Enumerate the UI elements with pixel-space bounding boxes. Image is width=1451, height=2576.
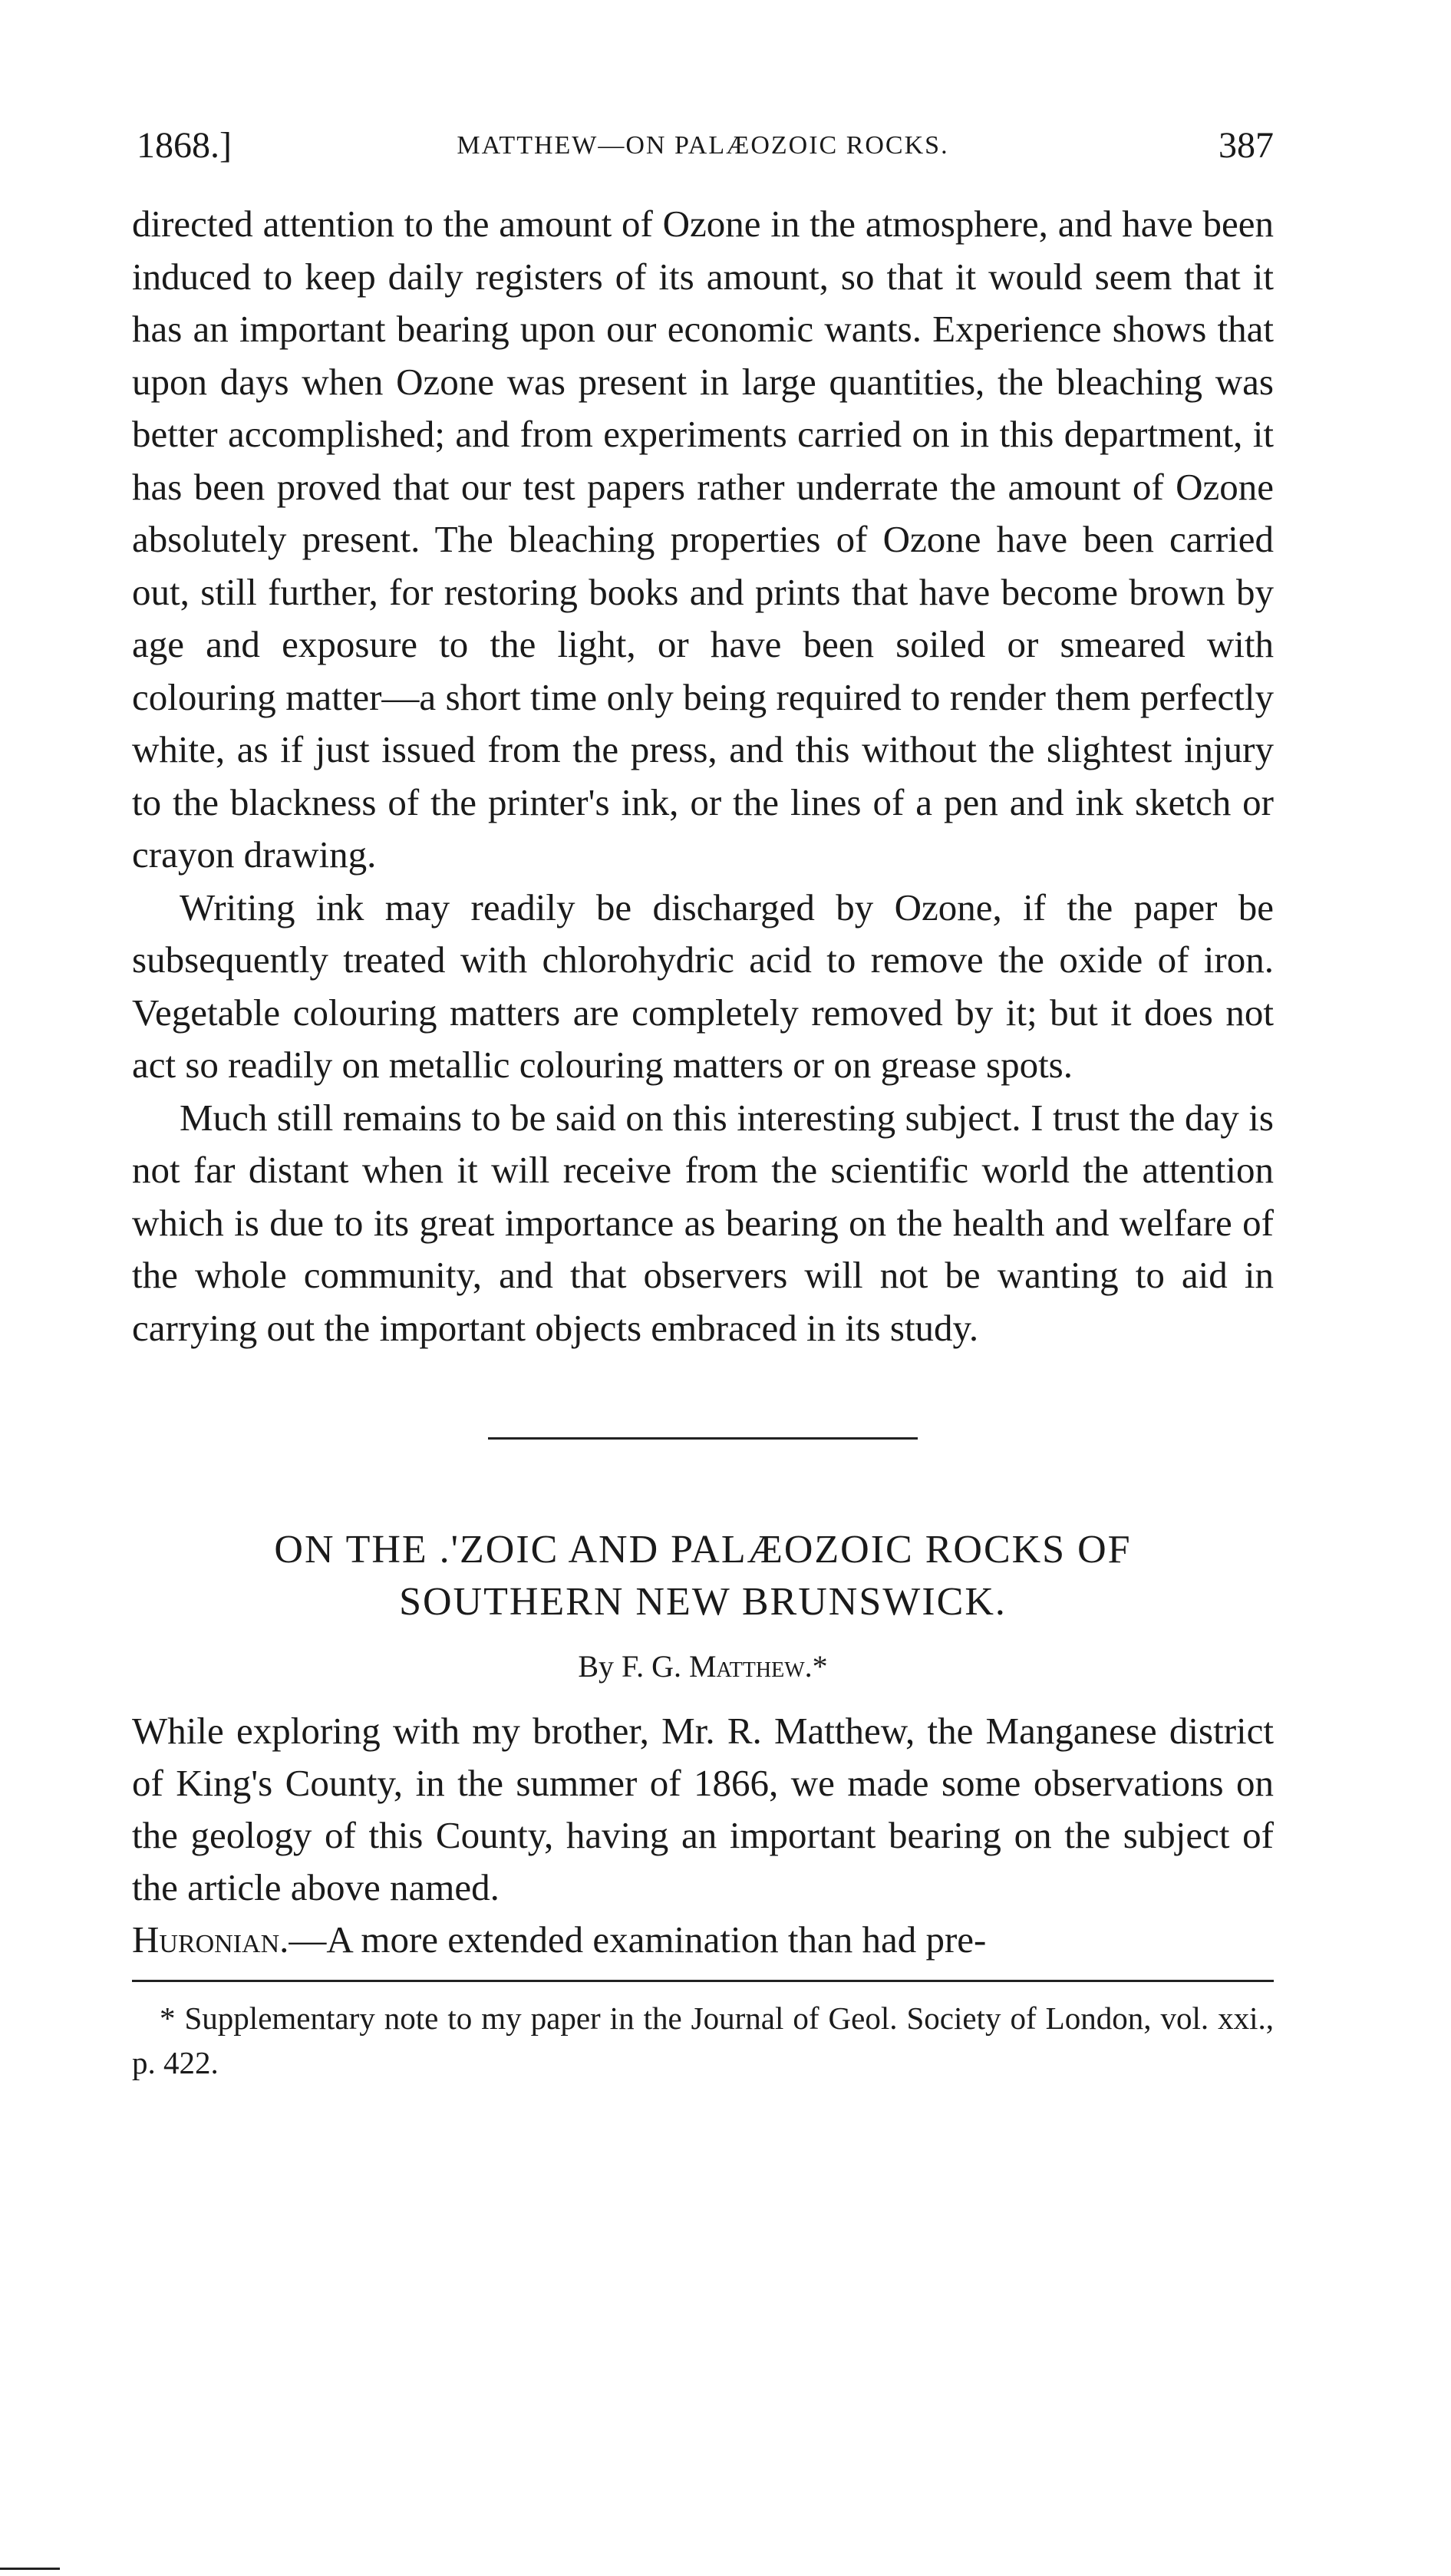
article-title-line-1: ON THE .'ZOIC AND PALÆOZOIC ROCKS OF bbox=[274, 1528, 1132, 1572]
paragraph-conclusion: Much still remains to be said on this interesting subject. I trust the day is not far distant when it will receive from the scientific world the attention which is due to its great importance as bearing on the health and welfare of the whole community, and that observers will not be wanting to aid in carrying out the important objects embraced in its study. bbox=[132, 1096, 1274, 1349]
paragraph-ozone-registers: directed attention to the amount of Ozone in the atmosphere, and have been induced to keep daily registers of its amount, so that it would seem that it has an important bearing upon our economic wants. Experience shows that upon days when Ozone was present in large quantities, the bleaching was better accomplished; and from experiments carried on in this department, it has been proved that our test papers rather underrate the amount of Ozone absolutely present. The bleaching properties of Ozone have been carried out, still further, for restoring books and prints that have become brown by age and exposure to the light, or have been soiled or smeared with colouring matter—a short time only being required to render them perfectly white, as if just issued from the press, and this without the slightest injury to the blackness of the printer's ink, or the lines of a pen and ink sketch or crayon drawing. bbox=[132, 203, 1274, 876]
article-paragraph-huronian bbox=[132, 1914, 1274, 1966]
article-paragraph-intro: While exploring with my brother, Mr. R. Matthew, the Manganese district of King's County, in the summer of 1866, we made some observations on the geology of this County, having an important bearing on the subject of the article above named. bbox=[132, 1710, 1274, 1908]
article-title bbox=[132, 1524, 1274, 1628]
article-title-line-2: SOUTHERN NEW BRUNSWICK. bbox=[399, 1580, 1007, 1624]
byline-prefix: By bbox=[578, 1649, 615, 1684]
corner-mark bbox=[0, 2568, 60, 2570]
byline-author: F. G. Matthew.* bbox=[622, 1649, 828, 1684]
running-head-year: 1868.] bbox=[137, 125, 232, 166]
footnote-rule bbox=[132, 1980, 1274, 1982]
running-head-title: MATTHEW—ON PALÆOZOIC ROCKS. bbox=[457, 131, 949, 160]
page-number: 387 bbox=[1219, 125, 1274, 166]
huronian-heading: Huronian. bbox=[132, 1918, 289, 1961]
previous-article-text bbox=[132, 198, 1274, 1354]
section-divider bbox=[488, 1437, 918, 1440]
paragraph-writing-ink: Writing ink may readily be discharged by Ozone, if the paper be subsequently treated with chlorohydric acid to remove the oxide of iron. Vegetable colouring matters are completely removed by it; but it does not act so readily on metallic colouring matters or on grease spots. bbox=[132, 886, 1274, 1086]
byline bbox=[132, 1645, 1274, 1688]
book-page bbox=[132, 115, 1274, 2085]
article-text bbox=[132, 1705, 1274, 1966]
huronian-text: —A more extended examination than had pre- bbox=[289, 1918, 987, 1961]
footnote: * Supplementary note to my paper in the Journal of Geol. Society of London, vol. xxi., p. 422. bbox=[132, 2000, 1274, 2080]
running-head bbox=[132, 115, 1274, 176]
